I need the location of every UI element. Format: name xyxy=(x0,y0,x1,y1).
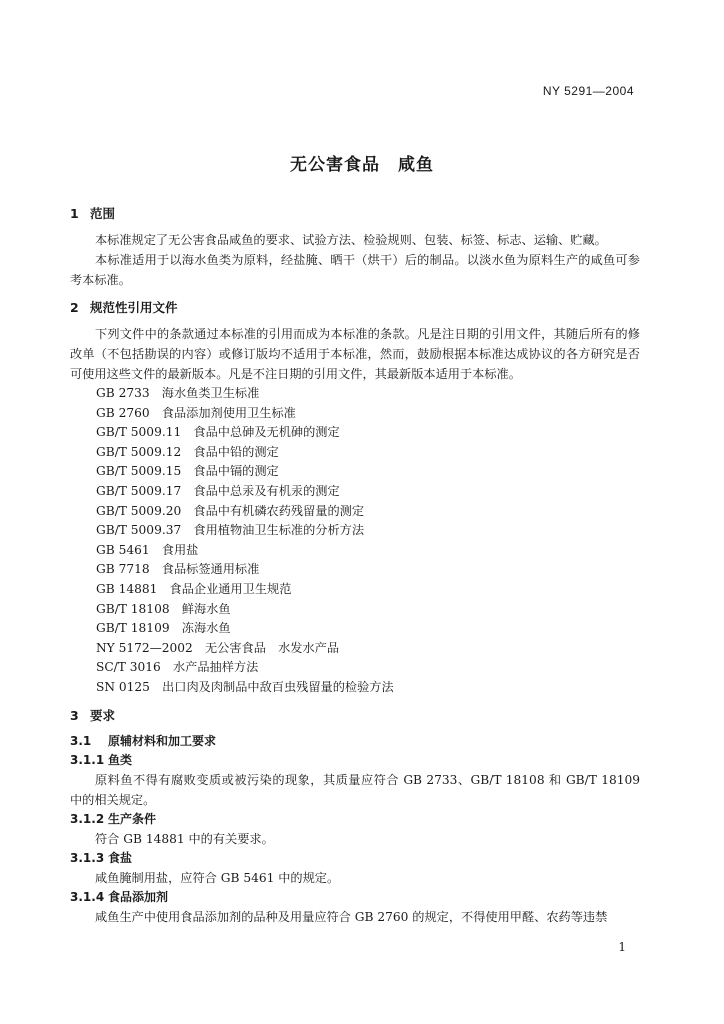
section-title: 范围 xyxy=(90,206,116,221)
clause-number: 3.1.1 xyxy=(70,752,105,767)
section-number: 2 xyxy=(70,300,79,315)
reference-item: GB 5461 食用盐 xyxy=(96,542,199,557)
reference-item: SN 0125 出口肉及肉制品中敌百虫残留量的检验方法 xyxy=(96,679,394,694)
section-number: 1 xyxy=(70,206,79,221)
reference-item: GB 2760 食品添加剂使用卫生标准 xyxy=(96,405,296,420)
scope-paragraph-2: 本标准适用于以海水鱼类为原料，经盐腌、晒干（烘干）后的制品。以淡水鱼为原料生产的咸鱼可参考本标准。 xyxy=(70,253,640,287)
clause-3-1-4-text: 咸鱼生产中使用食品添加剂的品种及用量应符合 GB 2760 的规定，不得使用甲醛、农药等违禁 xyxy=(95,909,608,924)
clause-number: 3.1.3 xyxy=(70,850,105,865)
standard-code: NY 5291—2004 xyxy=(542,84,634,98)
document-title: 无公害食品 咸鱼 xyxy=(290,155,434,175)
reference-item: GB/T 5009.12 食品中铅的测定 xyxy=(96,444,279,459)
clause-3-1-1-heading xyxy=(70,751,640,770)
clause-number: 3.1.2 xyxy=(70,811,105,826)
clause-number: 3.1.4 xyxy=(70,889,105,904)
clause-title: 食盐 xyxy=(108,850,133,865)
clause-3-1-2-heading xyxy=(70,810,640,829)
section-number: 3 xyxy=(70,707,79,723)
subsection-title: 原辅材料和加工要求 xyxy=(108,733,217,748)
scope-paragraph-1: 本标准规定了无公害食品咸鱼的要求、试验方法、检验规则、包装、标签、标志、运输、贮藏。 xyxy=(95,233,607,247)
reference-item: GB/T 5009.17 食品中总汞及有机汞的测定 xyxy=(96,483,340,498)
section-2-heading xyxy=(70,298,640,318)
section-title: 要求 xyxy=(90,707,116,723)
reference-list xyxy=(70,384,640,698)
reference-item: NY 5172—2002 无公害食品 水发水产品 xyxy=(96,640,340,655)
clause-title: 生产条件 xyxy=(108,811,157,826)
reference-item: GB 14881 食品企业通用卫生规范 xyxy=(96,581,292,596)
section-1-heading xyxy=(70,204,640,224)
reference-item: GB/T 18109 冻海水鱼 xyxy=(96,621,231,636)
clause-3-1-4-heading xyxy=(70,888,640,907)
subsection-number: 3.1 xyxy=(70,733,92,748)
clause-title: 食品添加剂 xyxy=(108,889,169,904)
subsection-3-1-heading xyxy=(70,732,640,751)
page-number: 1 xyxy=(618,940,626,954)
clause-3-1-2-text: 符合 GB 14881 中的有关要求。 xyxy=(95,831,274,846)
reference-item: GB 7718 食品标签通用标准 xyxy=(96,562,260,577)
section-title: 规范性引用文件 xyxy=(90,300,178,315)
section-3-heading xyxy=(70,706,640,726)
reference-item: GB/T 5009.37 食用植物油卫生标准的分析方法 xyxy=(96,523,365,538)
reference-item: GB/T 5009.11 食品中总砷及无机砷的测定 xyxy=(96,425,340,440)
clause-title: 鱼类 xyxy=(108,752,133,767)
reference-item: GB/T 5009.20 食品中有机磷农药残留量的测定 xyxy=(96,503,365,518)
reference-item: SC/T 3016 水产品抽样方法 xyxy=(96,660,259,675)
clause-3-1-1-text: 原料鱼不得有腐败变质或被污染的现象，其质量应符合 GB 2733、GB/T 18108 和 GB/T 18109 中的相关规定。 xyxy=(70,772,640,807)
reference-item: GB/T 18108 鲜海水鱼 xyxy=(96,601,231,616)
clause-3-1-3-text: 咸鱼腌制用盐，应符合 GB 5461 中的规定。 xyxy=(95,870,340,885)
references-intro: 下列文件中的条款通过本标准的引用而成为本标准的条款。凡是注日期的引用文件，其随后所有的修改单（不包括勘误的内容）或修订版均不适用于本标准，然而，鼓励根据本标准达成协议的各方研究是否可使用这些文件的最新版本。凡是不注日期的引用文件，其最新版本适用于本标准。 xyxy=(70,327,640,381)
clause-3-1-3-heading xyxy=(70,849,640,868)
document-body xyxy=(70,204,640,927)
reference-item: GB/T 5009.15 食品中镉的测定 xyxy=(96,464,279,479)
reference-item: GB 2733 海水鱼类卫生标准 xyxy=(96,386,260,400)
